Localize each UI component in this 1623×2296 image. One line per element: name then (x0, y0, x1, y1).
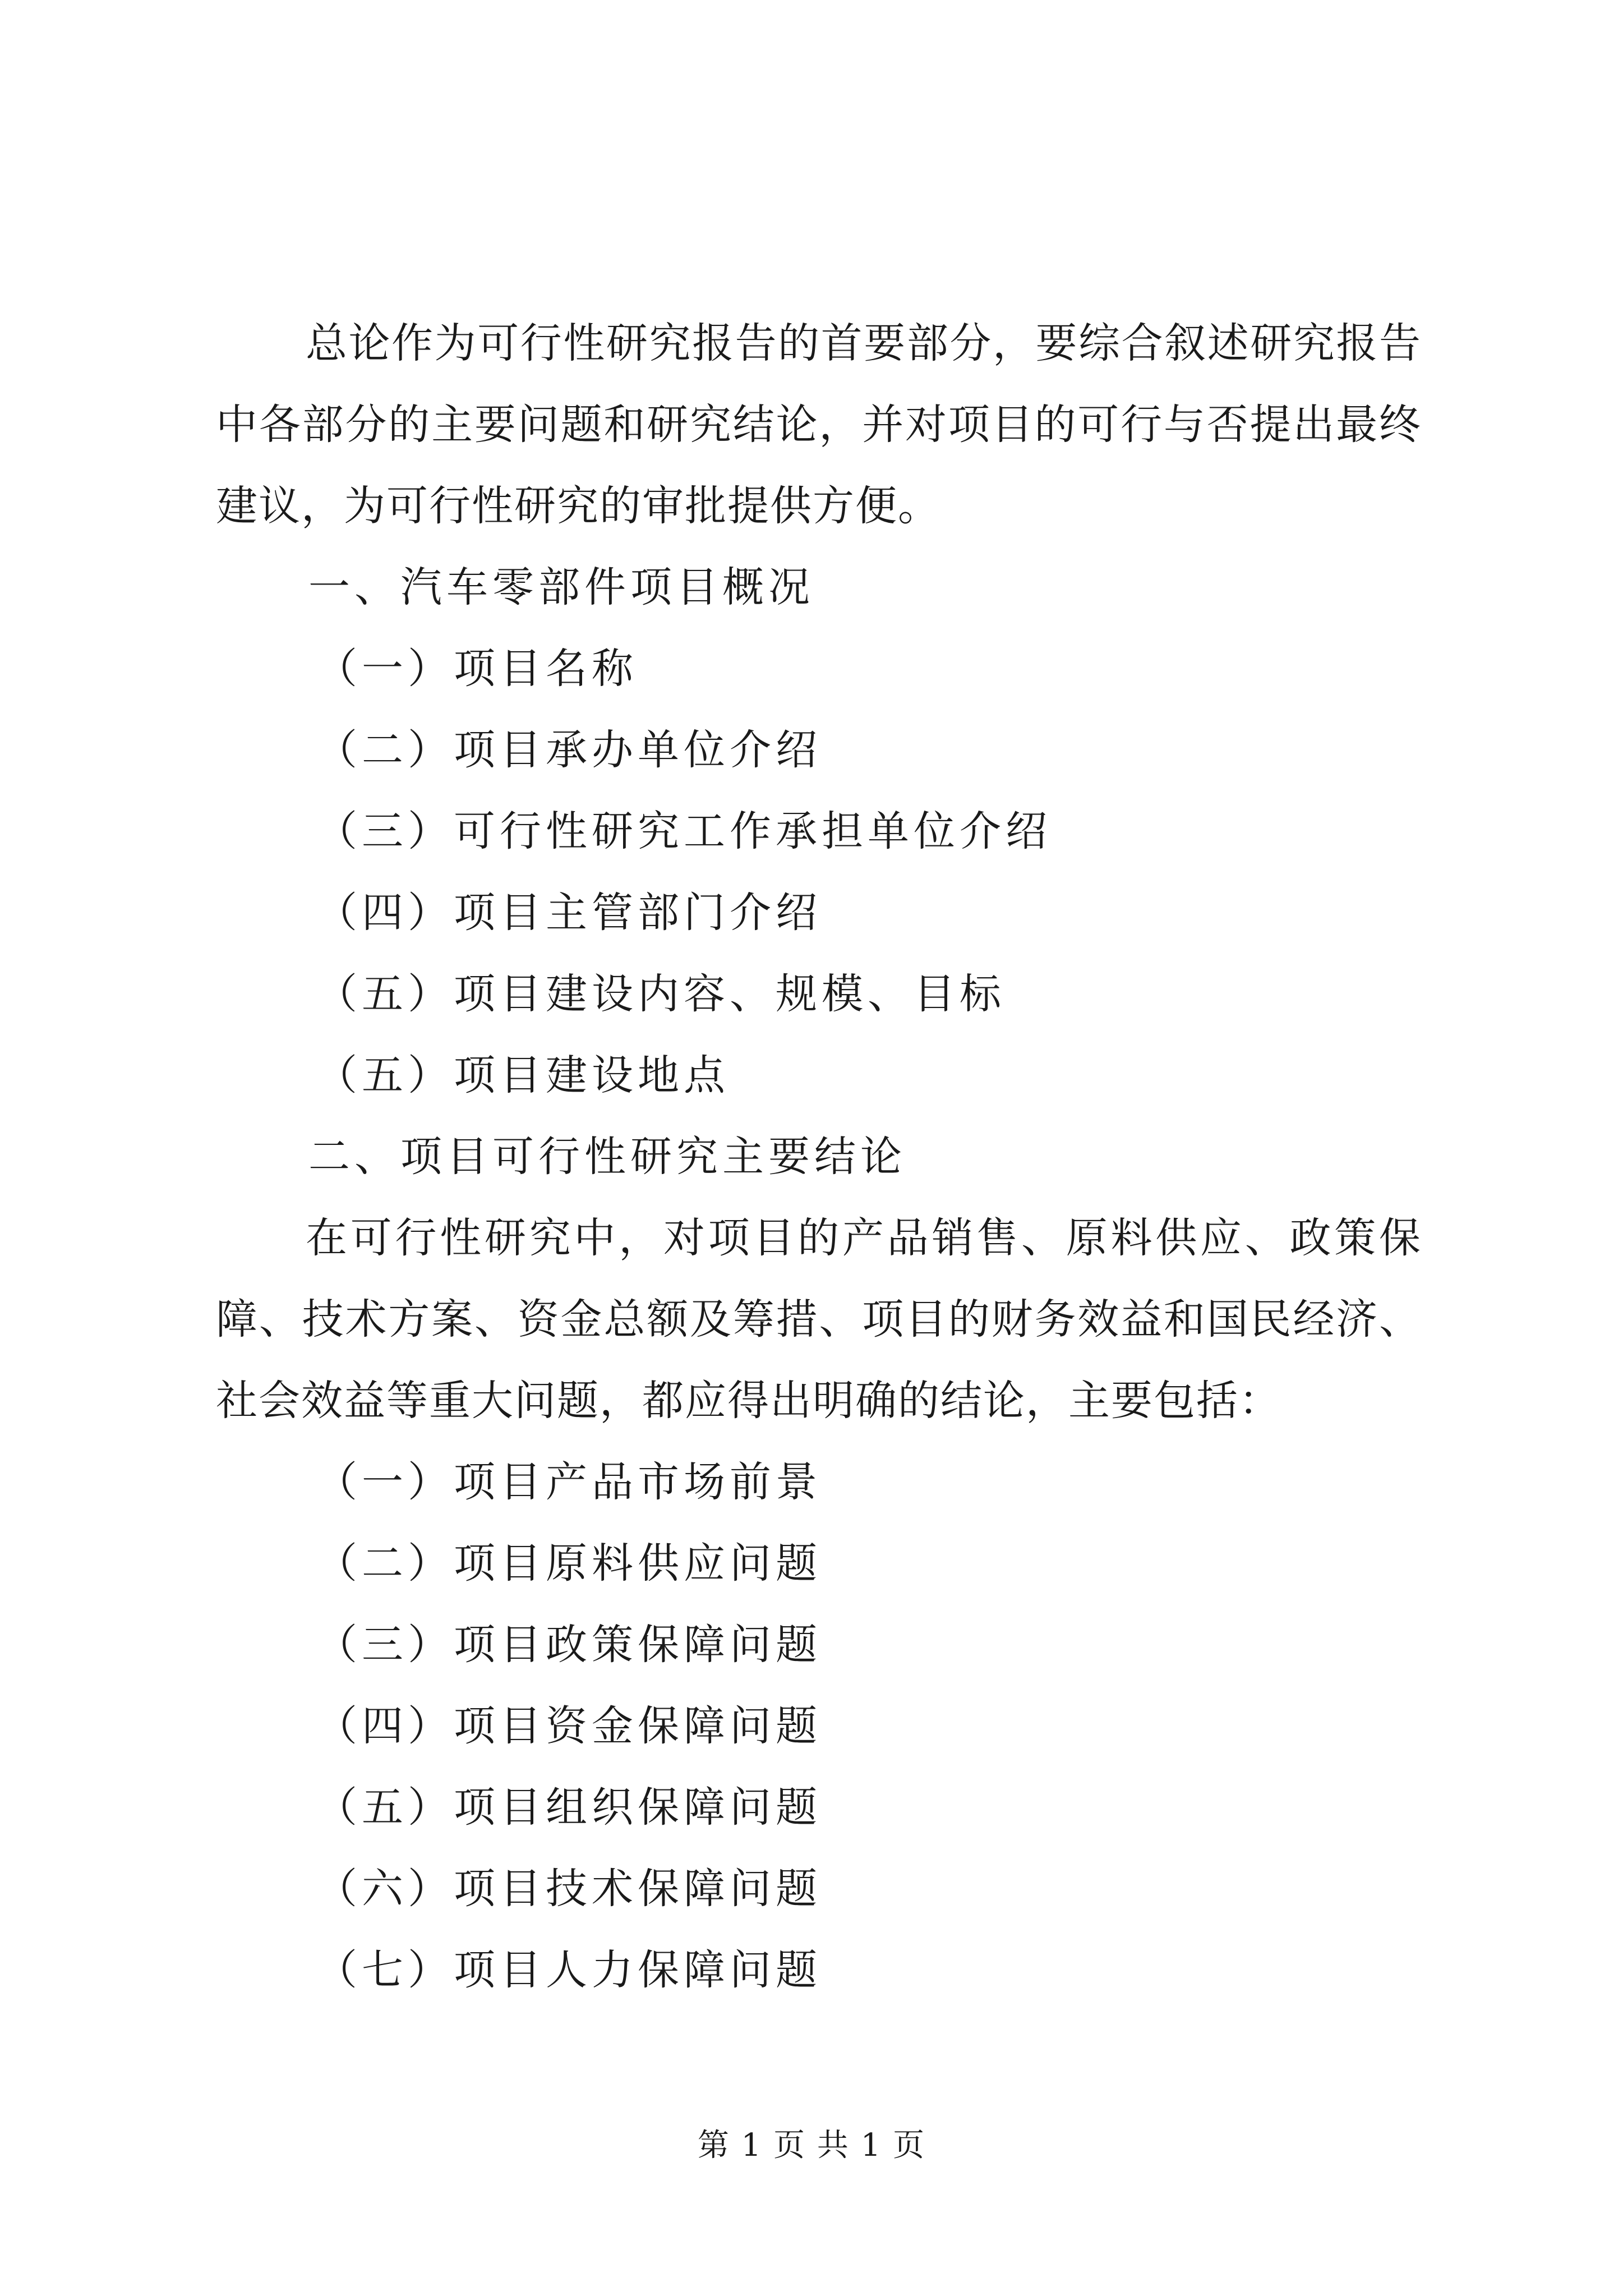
section-2-paragraph: 在可行性研究中，对项目的产品销售、原料供应、政策保障、技术方案、资金总额及筹措、项目的财务效益和国民经济、社会效益等重大问题，都应得出明确的结论，主要包括： (216, 1214, 1422, 1425)
section-2-item: （四）项目资金保障问题 (316, 1702, 822, 1750)
section-2-item: （七）项目人力保障问题 (316, 1946, 822, 1994)
section-2-item: （一）项目产品市场前景 (316, 1458, 822, 1506)
section-1-heading: 一、汽车零部件项目概况 (308, 563, 814, 611)
section-2-heading: 二、项目可行性研究主要结论 (308, 1133, 906, 1181)
section-2-item: （二）项目原料供应问题 (316, 1539, 822, 1588)
section-1-item: （二）项目承办单位介绍 (316, 726, 822, 774)
section-2-item: （六）项目技术保障问题 (316, 1865, 822, 1913)
section-2-item: （五）项目组织保障问题 (316, 1783, 822, 1832)
document-body (216, 303, 1422, 2011)
section-1-item: （五）项目建设内容、规模、目标 (316, 970, 1006, 1018)
section-2-item: （三）项目政策保障问题 (316, 1621, 822, 1669)
section-1-item: （三）可行性研究工作承担单位介绍 (316, 807, 1052, 855)
section-1-item: （五）项目建设地点 (316, 1051, 730, 1099)
section-1-item: （一）项目名称 (316, 645, 638, 693)
section-1-item: （四）项目主管部门介绍 (316, 889, 822, 937)
page-number-footer: 第 1 页 共 1 页 (697, 2127, 926, 2164)
intro-paragraph: 总论作为可行性研究报告的首要部分，要综合叙述研究报告中各部分的主要问题和研究结论，并对项目的可行与否提出最终建议，为可行性研究的审批提供方便。 (216, 319, 1422, 530)
